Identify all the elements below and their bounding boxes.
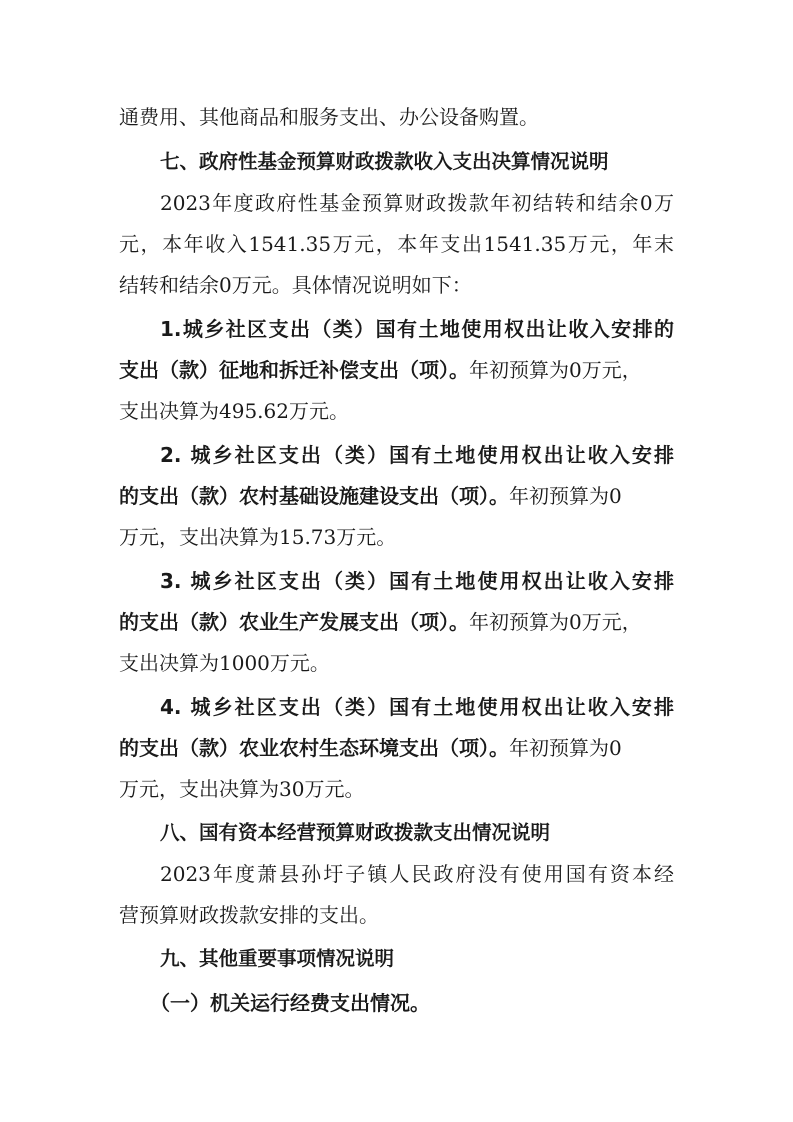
section-heading-9: 九、其他重要事项情况说明 [160, 947, 395, 970]
item-3-line [119, 609, 642, 635]
item-4-final: 万元，支出决算为30万元。 [119, 777, 365, 801]
paragraph-line: 营预算财政拨款安排的支出。 [119, 903, 379, 927]
item-4-title: 4. 城乡社区支出（类）国有土地使用权出让收入安排 [160, 695, 674, 719]
item-4-line [119, 735, 622, 761]
item-4-title-cont: 的支出（款）农业农村生态环境支出（项）。 [119, 736, 509, 760]
paragraph-line: 2023年度萧县孙圩子镇人民政府没有使用国有资本经 [160, 862, 674, 886]
item-2-line [119, 483, 622, 509]
item-1-budget: 年初预算为0万元， [469, 358, 642, 382]
item-3-final: 支出决算为1000万元。 [119, 651, 330, 675]
item-3-title-cont: 的支出（款）农业生产发展支出（项）。 [119, 610, 469, 634]
item-1-line [119, 357, 642, 383]
item-1-title-cont: 支出（款）征地和拆迁补偿支出（项）。 [119, 358, 469, 382]
section-heading-7: 七、政府性基金预算财政拨款收入支出决算情况说明 [160, 150, 609, 173]
item-3-title: 3. 城乡社区支出（类）国有土地使用权出让收入安排 [160, 569, 674, 593]
paragraph-line: 2023年度政府性基金预算财政拨款年初结转和结余0万 [160, 191, 674, 215]
paragraph-line: 结转和结余0万元。具体情况说明如下： [119, 273, 472, 297]
item-1-title: 1.城乡社区支出（类）国有土地使用权出让收入安排的 [160, 317, 674, 341]
subsection-heading-9-1: （一）机关运行经费支出情况。 [150, 991, 430, 1015]
section-heading-8: 八、国有资本经营预算财政拨款支出情况说明 [160, 821, 551, 844]
item-2-final: 万元，支出决算为15.73万元。 [119, 525, 397, 549]
item-4-budget: 年初预算为0 [509, 736, 622, 760]
item-1-final: 支出决算为495.62万元。 [119, 399, 349, 423]
item-2-budget: 年初预算为0 [509, 484, 622, 508]
item-3-budget: 年初预算为0万元， [469, 610, 642, 634]
item-2-title-cont: 的支出（款）农村基础设施建设支出（项）。 [119, 484, 509, 508]
paragraph-line: 通费用、其他商品和服务支出、办公设备购置。 [119, 105, 539, 129]
paragraph-line: 元，本年收入1541.35万元，本年支出1541.35万元，年末 [119, 232, 674, 256]
item-2-title: 2. 城乡社区支出（类）国有土地使用权出让收入安排 [160, 443, 674, 467]
